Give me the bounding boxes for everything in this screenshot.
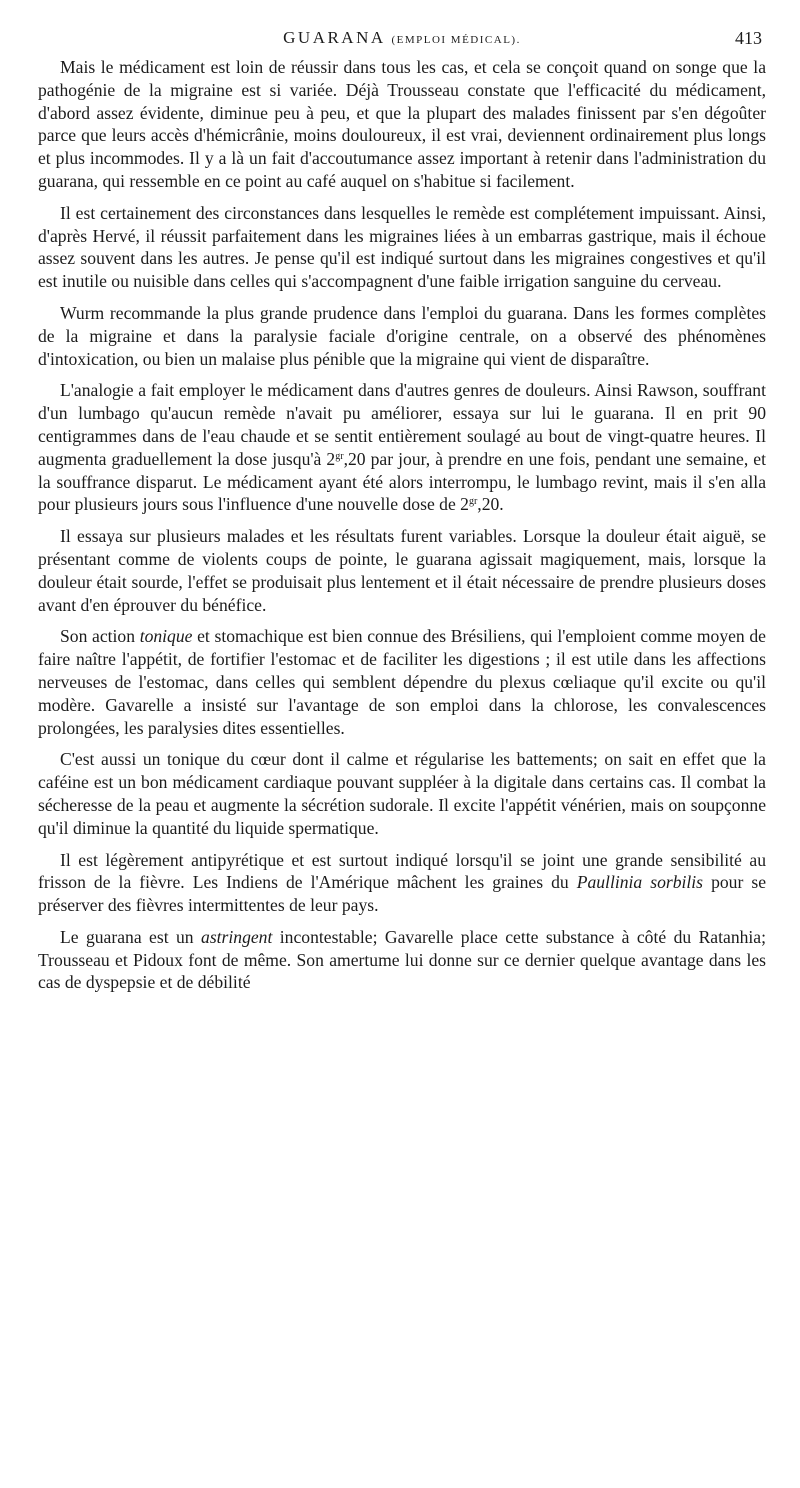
body-text bbox=[38, 56, 766, 994]
text-run: pour se préserver des fièvres intermittentes de leur pays. bbox=[38, 872, 767, 916]
text-run: L'analogie a fait employer le médicament dans d'autres genres de douleurs. Ainsi Rawson, souffrant d'un lumbago qu'aucun remède n'avait pu améliorer, essaya sur lui le guarana. Il en prit 90 centigrammes dans de l'eau chaude et se sentit entièrement soulagé au bout de vingt-quatre heures. Il augmenta graduellement la dose jusqu'à 2 bbox=[38, 380, 766, 469]
text-run: Il est certainement des circonstances dans lesquelles le remède est complétement impuissant. Ainsi, d'après Hervé, il réussit parfaitement dans les migraines liées à un embarras gastrique, mais il échoue assez souvent dans les autres. Je pense qu'il est indiqué surtout dans les migraines congestives et qu'il est inutile ou nuisible dans celles qui s'accompagnent d'une faible irrigation sanguine du cerveau. bbox=[38, 202, 766, 292]
text-run: Il essaya sur plusieurs malades et les résultats furent variables. Lorsque la douleur était aiguë, se présentant comme de violents coups de pointe, le guarana agissait magiquement, mais, lorsque la douleur était sourde, l'effet se produisait plus lentement et il était nécessaire de prendre plusieurs doses avant d'en éprouver du bénéfice. bbox=[38, 526, 766, 615]
paragraph-8 bbox=[38, 849, 766, 917]
unit-superscript: gr bbox=[335, 450, 344, 462]
paragraph-5 bbox=[38, 525, 766, 616]
text-run: Son action bbox=[60, 626, 140, 647]
unit-superscript: gr bbox=[468, 496, 478, 508]
text-run: Il est légèrement antipyrétique et est surtout indiqué lorsqu'il se joint une grande sensibilité au frisson de la fièvre. Les Indiens de l'Amérique mâchent les graines du bbox=[38, 849, 766, 893]
text-run: Mais le médicament est loin de réussir dans tous les cas, et cela se conçoit quand on songe que la pathogénie de la migraine est si variée. Déjà Trousseau constate que l'efficacité du médicament, d'abord assez évidente, diminue peu à peu, et que la plupart des malades finissent par s'en dégoûter parce que leurs accès d'hémicrânie, moins douloureux, il est vrai, deviennent ordinairement plus longs et plus incommodes. Il y a là un fait d'accoutumance assez important à retenir dans l'administration du guarana, qui ressemble en ce point au café auquel on s'habitue si facilement. bbox=[38, 57, 766, 191]
text-run: et stomachique est bien connue des Brésiliens, qui l'emploient comme moyen de faire naître l'appétit, de fortifier l'estomac et de faciliter les digestions ; il est utile dans les affections nerveuses de l'estomac, dans celles qui semblent dépendre du plexus cœliaque qu'il excite ou qu'il modère. Gavarelle a insisté sur l'avantage de son emploi dans la chlorose, les convalescences prolongées, les paralysies dites essentielles. bbox=[38, 626, 766, 738]
text-run: incontestable; Gavarelle place cette substance à côté du Ratanhia; Trousseau et Pidoux font de même. Son amertume lui donne sur ce dernier quelque avantage dans les cas de dyspepsie et de débilité bbox=[38, 926, 766, 993]
paragraph-7 bbox=[38, 748, 766, 839]
text-run: Le guarana est un bbox=[60, 926, 202, 947]
paragraph-6 bbox=[38, 625, 766, 739]
paragraph-1 bbox=[38, 56, 766, 193]
text-run: C'est aussi un tonique du cœur dont il calme et régularise les battements; on sait en effet que la caféine est un bon médicament cardiaque pouvant suppléer à la digitale dans certains cas. Il combat la sécheresse de la peau et augmente la sécrétion sudorale. Il excite l'appétit vénérien, mais on soupçonne qu'il diminue la quantité du liquide spermatique. bbox=[38, 749, 766, 838]
running-title bbox=[38, 28, 766, 48]
italic-term: tonique bbox=[139, 626, 193, 647]
text-run: ,20 par jour, à prendre en une fois, pendant une semaine, et la souffrance disparut. Le médicament ayant été alors interrompu, le lumbago revint, mais il s'en alla pour plusieurs jours sous l'influence d'une nouvelle dose de 2 bbox=[38, 448, 766, 515]
text-run: Wurm recommande la plus grande prudence dans l'emploi du guarana. Dans les formes complètes de la migraine et dans la paralysie faciale d'origine centrale, on a observé des phénomènes d'intoxication, ou bien un malaise plus pénible que la migraine qui vient de disparaître. bbox=[38, 302, 766, 369]
running-header bbox=[38, 28, 766, 52]
header-title: GUARANA bbox=[283, 28, 385, 47]
paragraph-4 bbox=[38, 379, 766, 516]
paragraph-3 bbox=[38, 302, 766, 370]
italic-term: Paullinia sorbilis bbox=[576, 872, 704, 893]
text-run: ,20. bbox=[477, 494, 504, 515]
page-number: 413 bbox=[735, 28, 762, 48]
book-page bbox=[38, 28, 766, 1003]
italic-term: astringent bbox=[201, 926, 273, 947]
paragraph-9 bbox=[38, 926, 766, 994]
paragraph-2 bbox=[38, 202, 766, 293]
header-subtitle: (EMPLOI MÉDICAL). bbox=[391, 34, 521, 46]
